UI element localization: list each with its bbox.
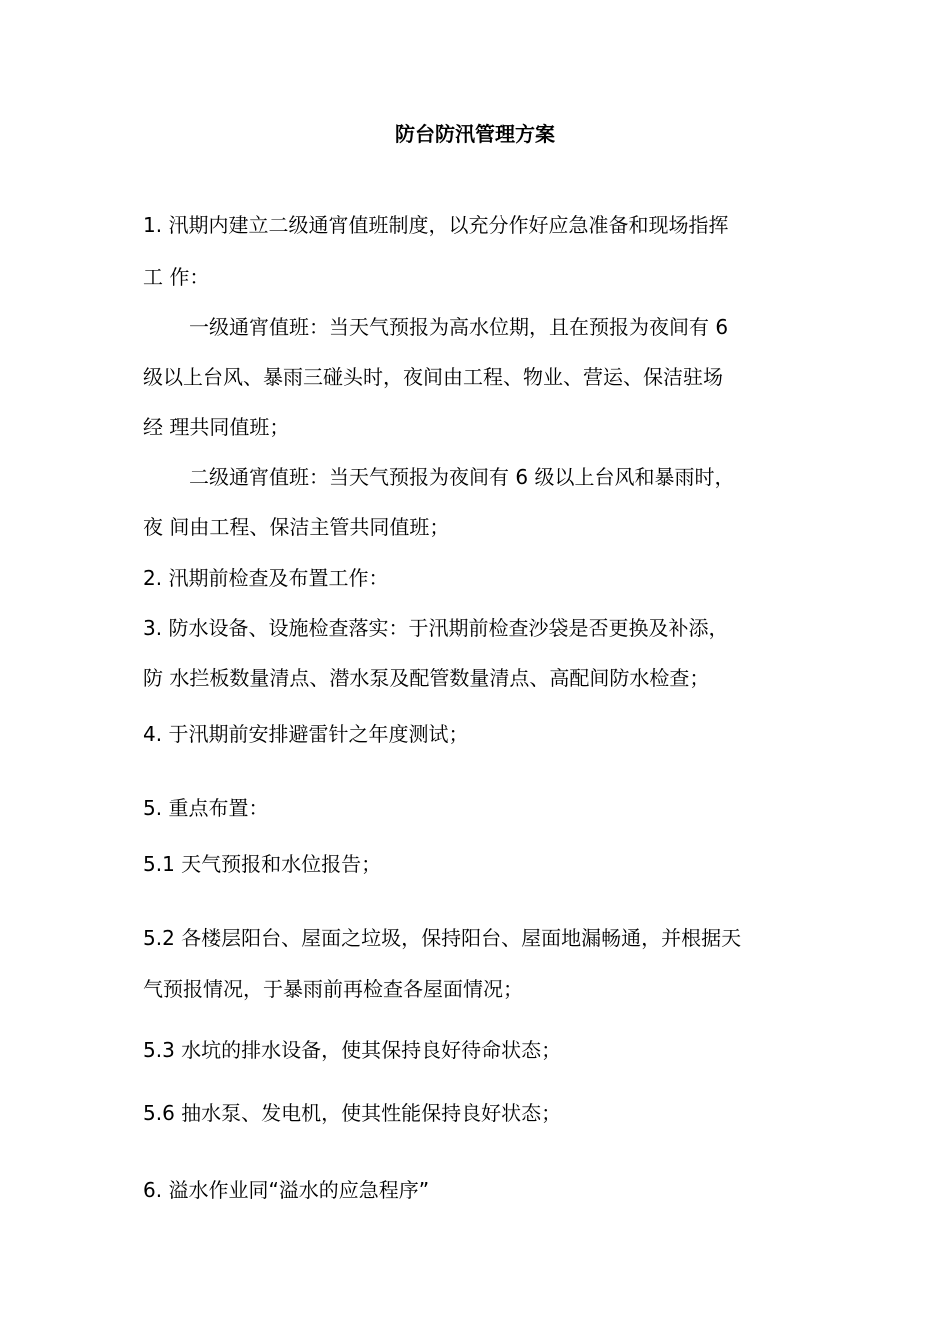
paragraph-line: 1. 汛期内建立二级通宵值班制度，以充分作好应急准备和现场指挥 [143, 213, 729, 237]
paragraph-line: 5.3 水坑的排水设备，使其保持良好待命状态； [143, 1038, 562, 1062]
paragraph-line: 2. 汛期前检查及布置工作： [143, 566, 389, 590]
paragraph-line: 防 水拦板数量清点、潜水泵及配管数量清点、高配间防水检查； [143, 666, 710, 690]
paragraph-line: 6. 溢水作业同“溢水的应急程序” [143, 1178, 430, 1202]
paragraph-line: 夜 间由工程、保洁主管共同值班； [143, 515, 450, 539]
paragraph-line: 一级通宵值班：当天气预报为高水位期，且在预报为夜间有 6 [189, 315, 729, 339]
paragraph-line: 4. 于汛期前安排避雷针之年度测试； [143, 722, 469, 746]
paragraph-line: 5.2 各楼层阳台、屋面之垃圾，保持阳台、屋面地漏畅通，并根据天 [143, 926, 742, 950]
paragraph-line: 工 作： [143, 265, 210, 289]
paragraph-line: 3. 防水设备、设施检查落实：于汛期前检查沙袋是否更换及补添， [143, 616, 729, 640]
paragraph-line: 经 理共同值班； [143, 415, 290, 439]
paragraph-line: 气预报情况，于暴雨前再检查各屋面情况； [143, 977, 523, 1001]
paragraph-line: 5.6 抽水泵、发电机，使其性能保持良好状态； [143, 1101, 562, 1125]
paragraph-line: 5.1 天气预报和水位报告； [143, 852, 382, 876]
paragraph-line: 5. 重点布置： [143, 796, 269, 820]
document-title: 防台防汛管理方案 [395, 122, 555, 146]
paragraph-line: 级以上台风、暴雨三碰头时，夜间由工程、物业、营运、保洁驻场 [143, 365, 723, 389]
paragraph-line: 二级通宵值班：当天气预报为夜间有 6 级以上台风和暴雨时， [189, 465, 735, 489]
